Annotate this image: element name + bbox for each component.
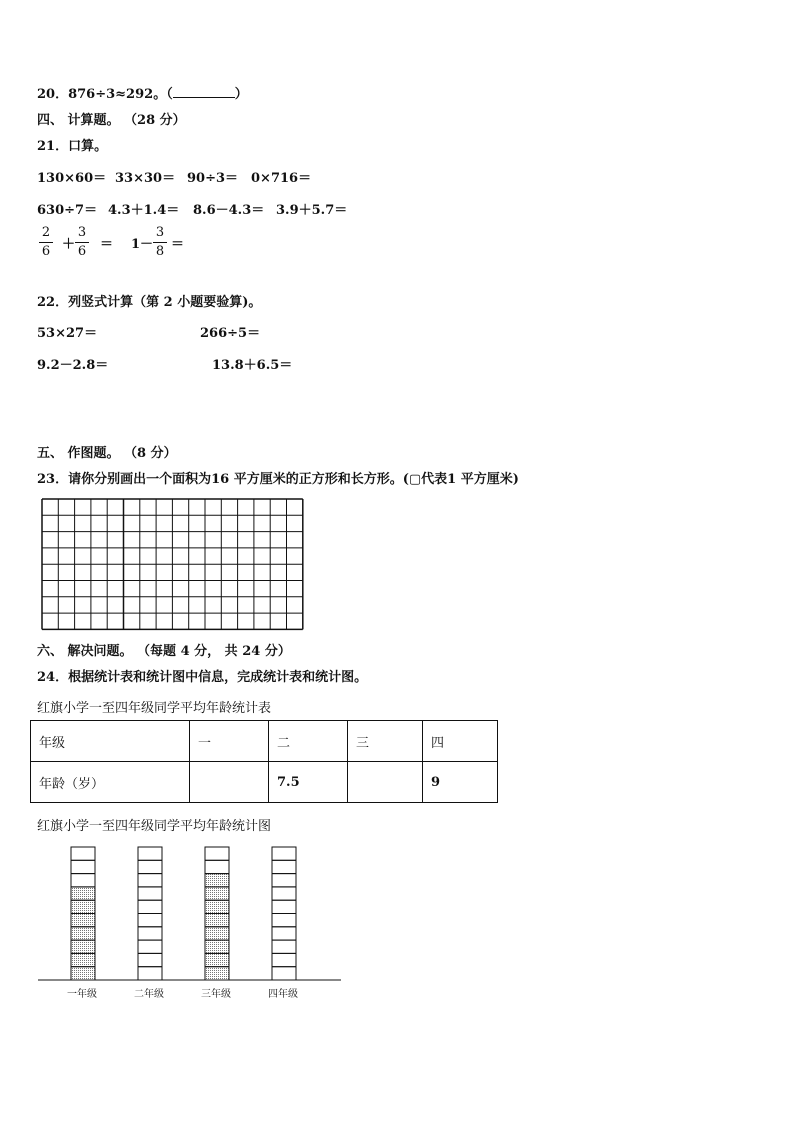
q22-title: 22．列竖式计算（第 2 小题要验算)。 — [37, 295, 262, 310]
fraction-3-6 — [75, 225, 89, 260]
one-minus: 1－ — [131, 237, 154, 252]
bar-cell — [272, 967, 296, 980]
bar-cell — [272, 940, 296, 953]
equals-sign: ＝ — [100, 237, 114, 252]
bar-cell — [272, 953, 296, 966]
q21-row2-item: 8.6－4.3＝ — [193, 203, 265, 218]
bar-cell — [272, 900, 296, 913]
bar-cell — [138, 953, 162, 966]
q24-title: 24．根据统计表和统计图中信息，完成统计表和统计图。 — [37, 670, 368, 685]
bar-fill — [71, 887, 95, 980]
bar-cell — [138, 847, 162, 860]
table-cell: 二 — [269, 721, 348, 762]
q22-item: 53×27＝ — [37, 326, 98, 341]
q21-row2-item: 4.3＋1.4＝ — [108, 203, 180, 218]
q21-row2-item: 630÷7＝ — [37, 203, 98, 218]
bar-cell — [138, 914, 162, 927]
table-row — [31, 762, 498, 803]
table-cell: 四 — [423, 721, 498, 762]
bar-cell — [138, 927, 162, 940]
q21-row1-item: 130×60＝ — [37, 171, 107, 186]
bar-cell — [138, 860, 162, 873]
chart-bar[interactable] — [205, 847, 229, 980]
bar-cell — [272, 927, 296, 940]
stat-table — [30, 720, 498, 803]
bar-cell — [138, 940, 162, 953]
section-4-title: 四、 计算题。 （28 分） — [37, 113, 186, 128]
table-cell: 年龄（岁） — [31, 762, 190, 803]
x-tick-label: 三年级 — [201, 989, 231, 1000]
q20-line — [37, 83, 248, 102]
table-answer-cell[interactable] — [348, 762, 423, 803]
fraction-numerator: 2 — [41, 225, 51, 240]
table-answer-cell[interactable] — [190, 762, 269, 803]
bar-cell — [71, 847, 95, 860]
q22-item: 13.8＋6.5＝ — [212, 358, 293, 373]
fraction-numerator: 3 — [155, 225, 165, 240]
fraction-denominator: 8 — [155, 244, 165, 259]
q21-row1-item: 0×716＝ — [251, 171, 312, 186]
bar-cell — [138, 887, 162, 900]
bar-chart — [36, 842, 346, 1002]
q22-item: 9.2－2.8＝ — [37, 358, 109, 373]
bar-cell — [272, 847, 296, 860]
bar-cell — [205, 860, 229, 873]
equals-sign: ＝ — [171, 237, 185, 252]
x-tick-label: 二年级 — [134, 989, 164, 1000]
x-tick-label: 一年级 — [67, 989, 97, 1000]
table-title: 红旗小学一至四年级同学平均年龄统计表 — [37, 701, 272, 716]
chart-bar[interactable] — [71, 847, 95, 980]
bar-cell — [71, 874, 95, 887]
fraction-denominator: 6 — [77, 244, 87, 259]
section-5-title: 五、 作图题。 （8 分） — [37, 446, 177, 461]
q21-row1-item: 33×30＝ — [115, 171, 176, 186]
chart-bar[interactable] — [272, 847, 296, 980]
fraction-3-8 — [153, 225, 167, 260]
bar-cell — [272, 874, 296, 887]
drawing-grid[interactable] — [41, 498, 305, 631]
bar-cell — [71, 860, 95, 873]
q20-close: ） — [234, 87, 248, 102]
bar-cell — [272, 860, 296, 873]
fraction-2-6 — [39, 225, 53, 260]
bar-cell — [272, 914, 296, 927]
chart-title: 红旗小学一至四年级同学平均年龄统计图 — [37, 819, 272, 834]
q22-item: 266÷5＝ — [200, 326, 261, 341]
table-row — [31, 721, 498, 762]
table-cell: 9 — [423, 762, 498, 803]
bar-cell — [205, 847, 229, 860]
table-cell: 7.5 — [269, 762, 348, 803]
fraction-numerator: 3 — [77, 225, 87, 240]
plus-sign: ＋ — [62, 237, 76, 252]
chart-bar[interactable] — [138, 847, 162, 980]
table-cell: 一 — [190, 721, 269, 762]
q21-row1-item: 90÷3＝ — [187, 171, 239, 186]
bar-cell — [138, 900, 162, 913]
bar-cell — [138, 967, 162, 980]
q21-title: 21．口算。 — [37, 139, 108, 154]
x-tick-label: 四年级 — [268, 989, 298, 1000]
bar-cell — [138, 874, 162, 887]
q20-text: 20．876÷3≈292。（ — [37, 87, 173, 102]
q20-answer-blank[interactable] — [173, 85, 235, 98]
q23-title: 23．请你分别画出一个面积为16 平方厘米的正方形和长方形。(▢代表1 平方厘米) — [37, 472, 519, 487]
section-6-title: 六、 解决问题。 （每题 4 分， 共 24 分） — [37, 644, 291, 659]
table-cell: 年级 — [31, 721, 190, 762]
bar-cell — [272, 887, 296, 900]
q21-row2-item: 3.9＋5.7＝ — [276, 203, 348, 218]
table-cell: 三 — [348, 721, 423, 762]
fraction-denominator: 6 — [41, 244, 51, 259]
